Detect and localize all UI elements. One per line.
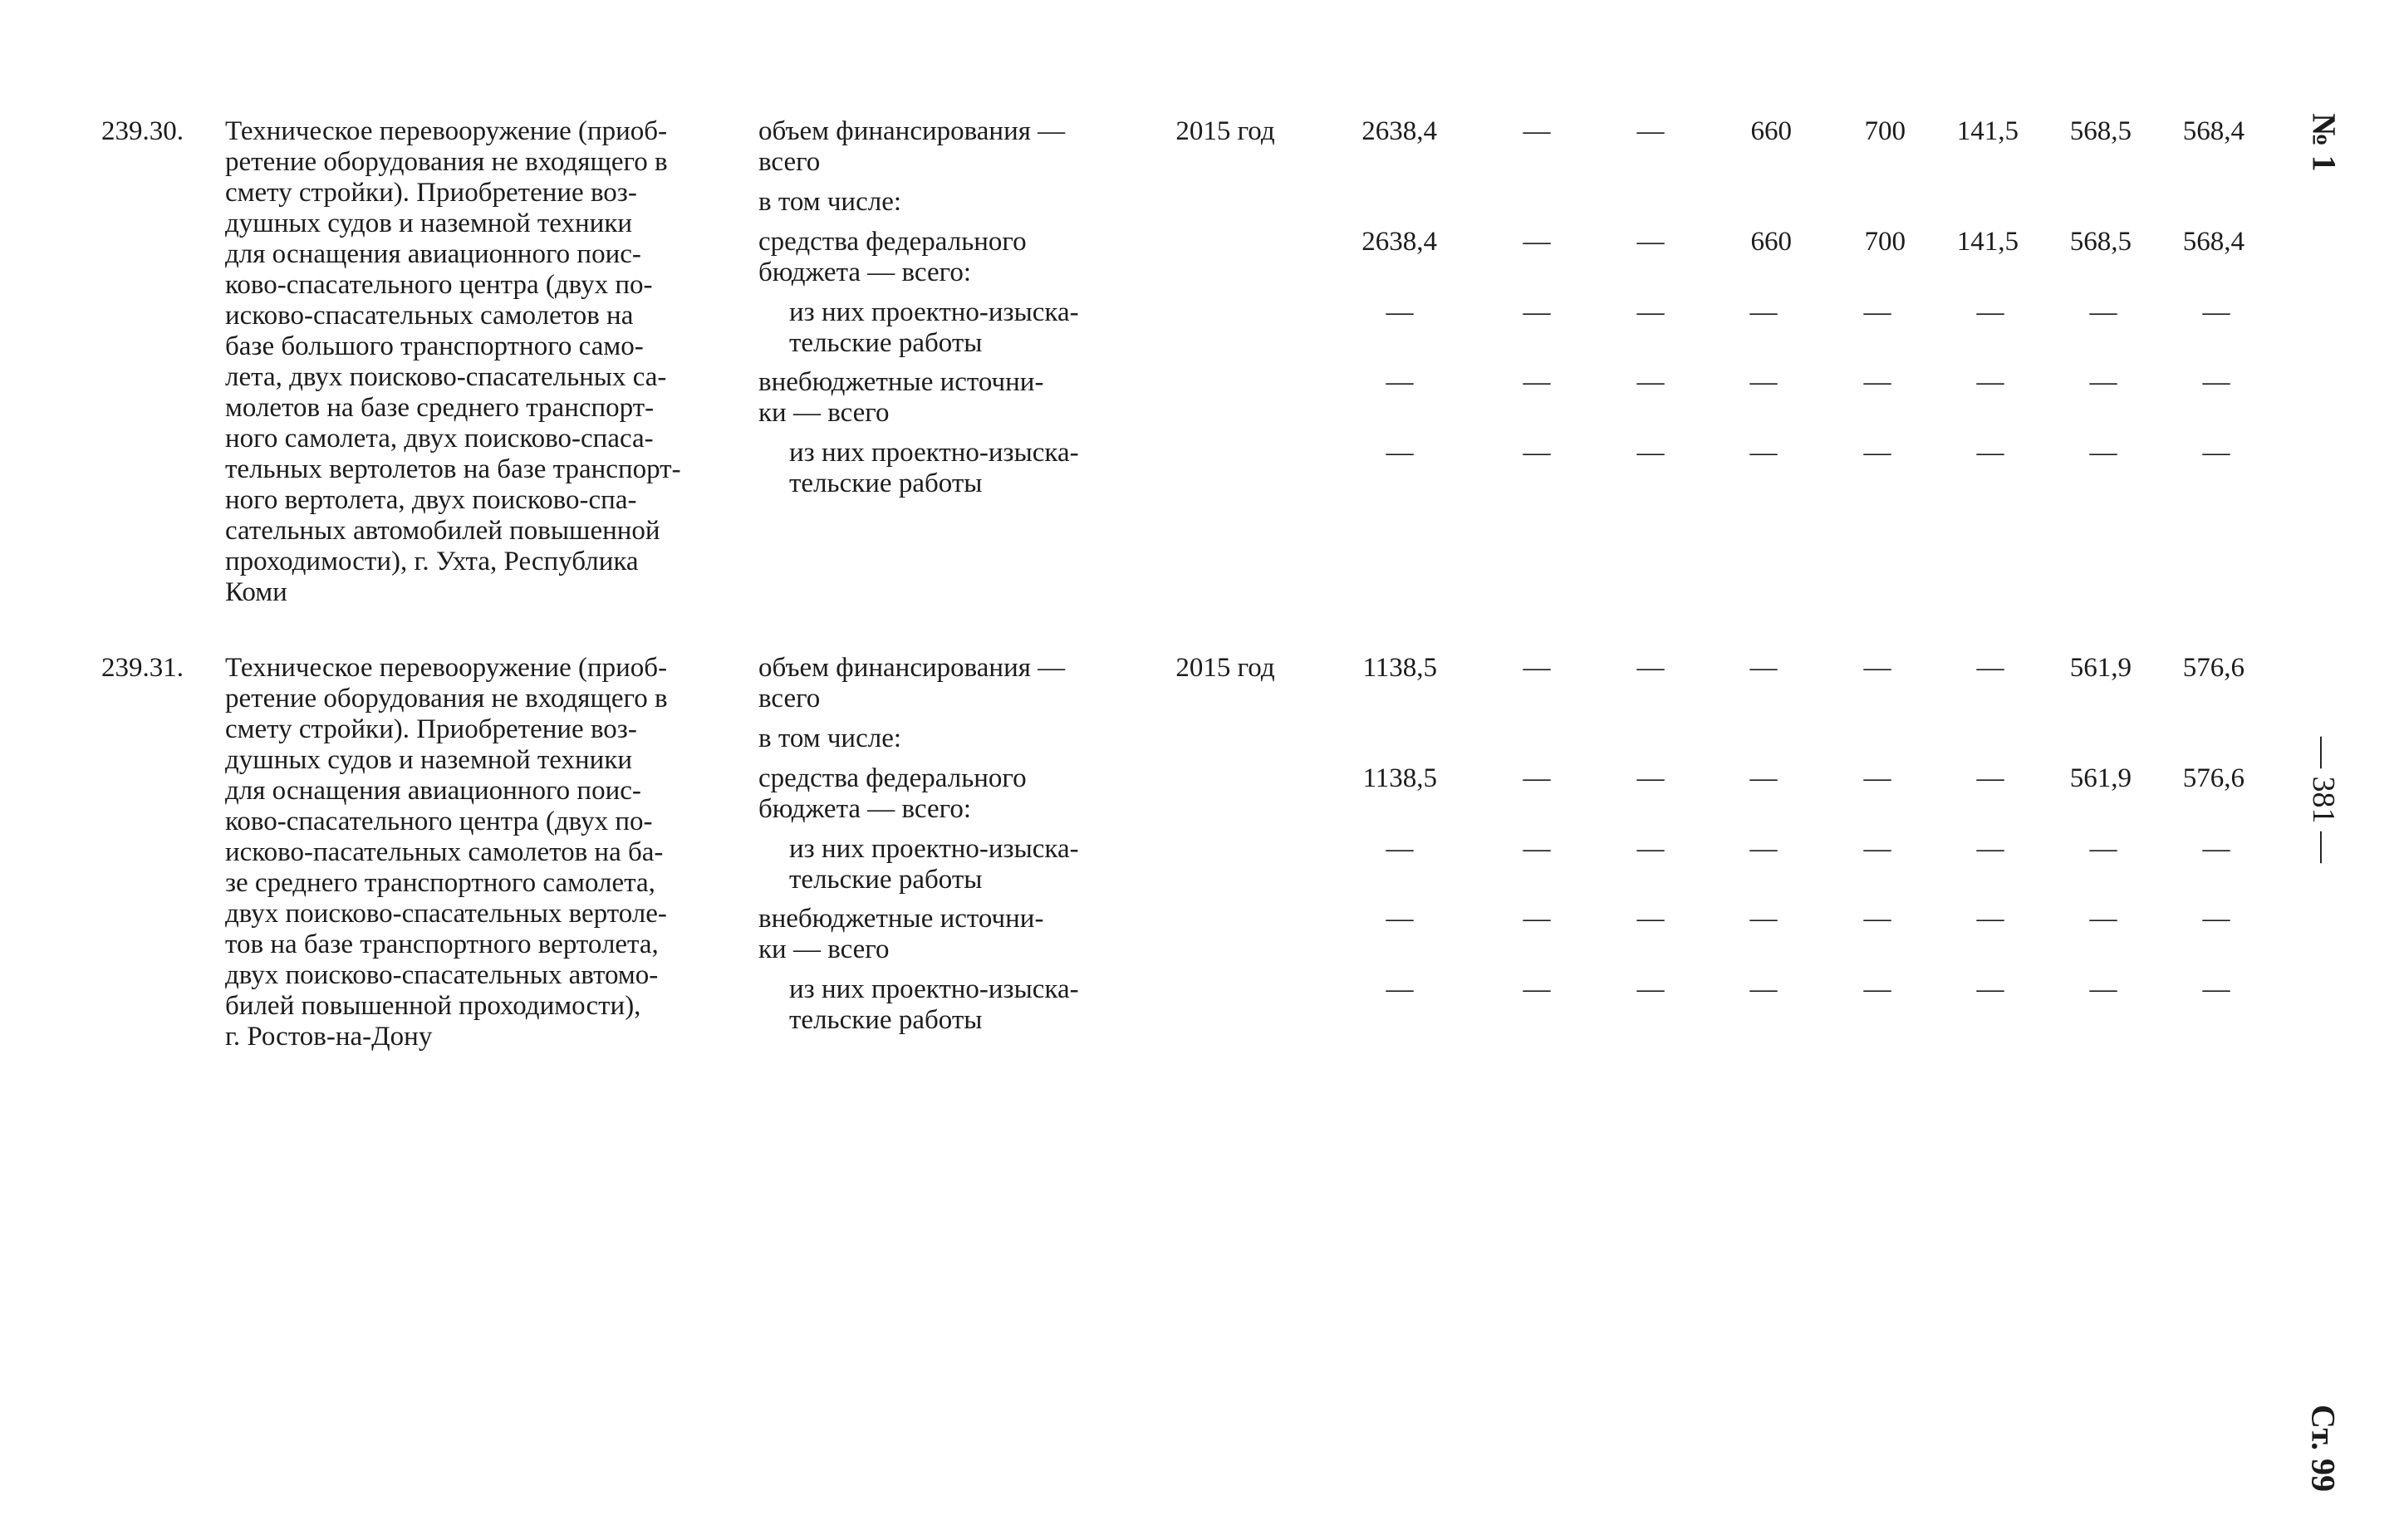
value-cell: — <box>1976 367 2004 397</box>
entry-number: 239.30. <box>101 116 184 146</box>
entry-description: Техническое перевооружение (приоб- ретение оборудования не входящего в смету стройки). Приобретение воз- душных судов и наземной техники для оснащения авиационного поис- ково-спасательного центра (двух по- исково-спасательных самолетов на базе большого транспортного само- лета, двух поисково-спасательных са- молетов на базе среднего транспорт- ного самолета, двух поисково-спаса- тельных вертолетов на базе транспорт- ного вертолета, двух поисково-спа- сательных автомобилей повышенной проходимости), г. Ухта, Республика Коми <box>225 116 681 607</box>
value-cell: 1138,5 <box>1362 653 1437 683</box>
value-cell: 568,4 <box>2182 227 2245 257</box>
value-cell: — <box>1863 297 1891 327</box>
value-cell: — <box>1523 116 1551 146</box>
value-cell: — <box>1523 653 1551 683</box>
row-label: из них проектно-изыска- тельские работы <box>789 438 1079 498</box>
value-cell: — <box>1386 438 1414 468</box>
value-cell: 660 <box>1750 227 1792 257</box>
value-cell: — <box>1863 438 1891 468</box>
value-cell: 576,6 <box>2182 763 2245 793</box>
value-cell: — <box>1976 297 2004 327</box>
value-cell: — <box>2202 904 2230 934</box>
value-cell: — <box>1749 367 1778 397</box>
value-cell: 561,9 <box>2069 763 2132 793</box>
value-cell: 568,5 <box>2069 227 2132 257</box>
value-cell: — <box>1523 763 1551 793</box>
value-cell: — <box>2089 904 2117 934</box>
row-period: 2015 год <box>1175 653 1275 683</box>
value-cell: — <box>1749 763 1778 793</box>
value-cell: 561,9 <box>2069 653 2132 683</box>
row-label: из них проектно-изыска- тельские работы <box>789 974 1079 1035</box>
value-cell: — <box>1386 297 1414 327</box>
value-cell: — <box>2089 367 2117 397</box>
row-label: объем финансирования — всего <box>758 653 1066 714</box>
value-cell: — <box>2202 367 2230 397</box>
value-cell: — <box>2089 834 2117 864</box>
value-cell: — <box>2202 974 2230 1004</box>
value-cell: 576,6 <box>2182 653 2245 683</box>
entry-number: 239.31. <box>101 653 184 683</box>
value-cell: — <box>1636 653 1665 683</box>
value-cell: — <box>1386 367 1414 397</box>
value-cell: 660 <box>1750 116 1792 146</box>
row-label: средства федерального бюджета — всего: <box>758 227 1027 287</box>
row-label: внебюджетные источни- ки — всего <box>758 904 1044 964</box>
row-label: средства федерального бюджета — всего: <box>758 763 1027 824</box>
value-cell: — <box>1749 904 1778 934</box>
value-cell: 700 <box>1864 227 1906 257</box>
value-cell: — <box>1749 438 1778 468</box>
value-cell: — <box>1386 834 1414 864</box>
value-cell: — <box>1386 904 1414 934</box>
row-label: объем финансирования — всего <box>758 116 1066 177</box>
row-label: из них проектно-изыска- тельские работы <box>789 834 1079 895</box>
value-cell: — <box>1749 834 1778 864</box>
value-cell: — <box>1636 904 1665 934</box>
value-cell: — <box>1636 297 1665 327</box>
value-cell: — <box>1749 974 1778 1004</box>
value-cell: — <box>1523 834 1551 864</box>
value-cell: — <box>1523 227 1551 257</box>
value-cell: — <box>1976 834 2004 864</box>
page-number: — 381 — <box>2306 737 2341 863</box>
value-cell: — <box>2202 438 2230 468</box>
value-cell: — <box>1863 763 1891 793</box>
entry-description: Техническое перевооружение (приоб- ретение оборудования не входящего в смету стройки). Приобретение воз- душных судов и наземной техники для оснащения авиационного поис- ково-спасательного центра (двух по- исково-пасательных самолетов на ба- зе среднего транспортного самолета, двух поисково-спасательных вертоле- тов на базе транспортного вертолета, двух поисково-спасательных автомо- билей повышенной проходимости), г. Ростов-на-Дону <box>225 653 668 1052</box>
value-cell: — <box>1749 297 1778 327</box>
value-cell: — <box>1976 974 2004 1004</box>
row-label: из них проектно-изыска- тельские работы <box>789 297 1079 358</box>
value-cell: — <box>1636 227 1665 257</box>
row-label: в том числе: <box>758 723 902 753</box>
value-cell: — <box>2089 297 2117 327</box>
value-cell: — <box>1523 367 1551 397</box>
value-cell: — <box>1749 653 1778 683</box>
value-cell: 568,5 <box>2069 116 2132 146</box>
value-cell: — <box>1863 653 1891 683</box>
value-cell: — <box>1636 834 1665 864</box>
article-number: Ст. 99 <box>2304 1405 2343 1492</box>
value-cell: — <box>2089 974 2117 1004</box>
value-cell: 141,5 <box>1956 227 2019 257</box>
value-cell: — <box>1523 297 1551 327</box>
value-cell: — <box>1523 904 1551 934</box>
value-cell: — <box>1976 763 2004 793</box>
value-cell: 1138,5 <box>1362 763 1437 793</box>
value-cell: — <box>2202 297 2230 327</box>
value-cell: — <box>1863 974 1891 1004</box>
value-cell: — <box>1976 438 2004 468</box>
value-cell: — <box>1863 904 1891 934</box>
value-cell: — <box>2089 438 2117 468</box>
value-cell: — <box>2202 834 2230 864</box>
value-cell: — <box>1863 834 1891 864</box>
value-cell: — <box>1976 904 2004 934</box>
value-cell: — <box>1976 653 2004 683</box>
row-period: 2015 год <box>1175 116 1275 146</box>
value-cell: — <box>1636 367 1665 397</box>
value-cell: 700 <box>1864 116 1906 146</box>
value-cell: 2638,4 <box>1361 227 1437 257</box>
row-label: внебюджетные источни- ки — всего <box>758 367 1044 428</box>
value-cell: — <box>1386 974 1414 1004</box>
issue-number: № 1 <box>2305 113 2343 172</box>
value-cell: — <box>1636 974 1665 1004</box>
value-cell: — <box>1523 438 1551 468</box>
value-cell: — <box>1636 116 1665 146</box>
value-cell: 2638,4 <box>1361 116 1437 146</box>
value-cell: — <box>1863 367 1891 397</box>
value-cell: — <box>1636 438 1665 468</box>
value-cell: 141,5 <box>1956 116 2019 146</box>
value-cell: 568,4 <box>2182 116 2245 146</box>
row-label: в том числе: <box>758 187 902 217</box>
value-cell: — <box>1636 763 1665 793</box>
value-cell: — <box>1523 974 1551 1004</box>
